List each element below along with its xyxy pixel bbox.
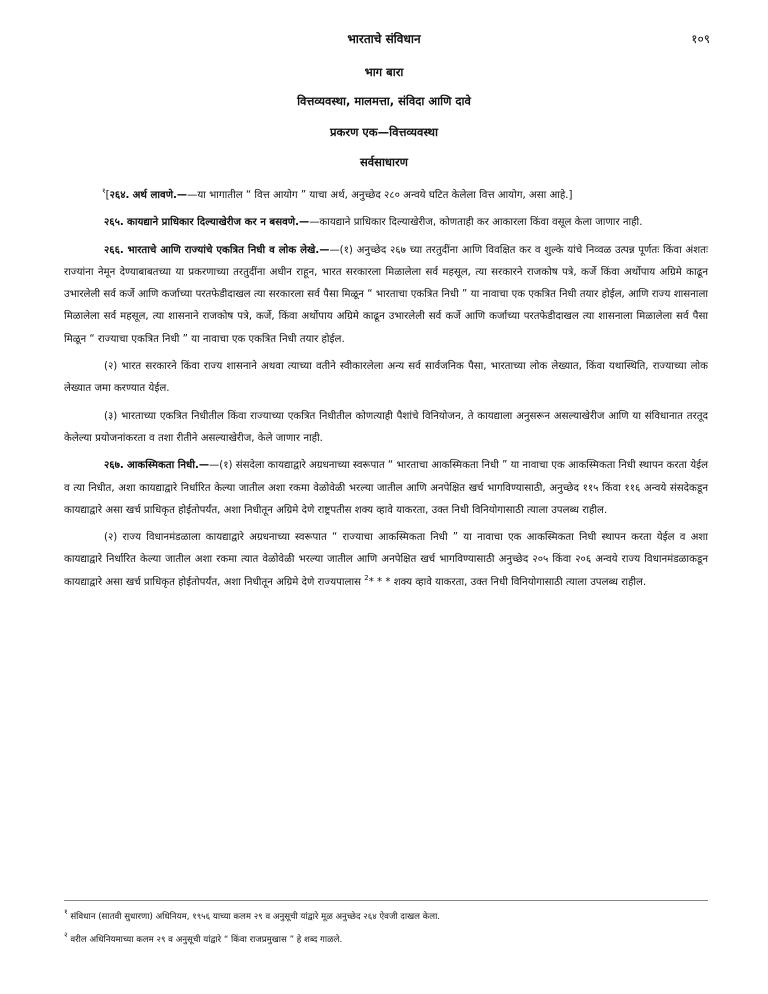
page-number: १०९	[691, 32, 710, 46]
bracket-open: [	[105, 190, 110, 201]
article-266	[64, 240, 708, 351]
footnote	[64, 906, 714, 929]
article-number: २६६.	[104, 244, 124, 256]
body-text	[64, 185, 708, 599]
article-heading: कायद्याने प्राधिकार दिल्याखेरीज कर न बसवणे.—	[127, 217, 310, 229]
article-text: —(१) अनुच्छेद २६७ च्या तरतुदींना आणि विवक्षित कर व शुल्के यांचे निव्वळ उत्पन्न पूर्णतः किंवा अंशतः राज्यांना नेमून देण्याबाबतच्या या प्रकरणाच्या तरतुदींना अधीन राहून, भारत सरकारला मिळालेला सर्व महसूल, त्या सरकारने राजकोष पत्रे, कर्जे किंवा अर्थोपाय अग्रिमे काढून उभारलेली सर्व कर्जे आणि कर्जाच्या परतफेडीदाखल त्या सरकारला सर्व पैसा मिळून “ भारताचा एकत्रित निधी ” या नावाचा एक एकत्रित निधी तयार होईल, आणि राज्य शासनाला मिळालेला सर्व महसूल, त्या शासनाने राजकोष पत्रे, कर्जे, किंवा अर्थोपाय अग्रिमे काढून उभारलेली सर्व कर्जे आणि कर्जाच्या परतफेडीदाखल त्या शासनाला मिळालेला सर्व पैसा मिळून “ राज्याचा एकत्रित निधी ” या नावाचा एक एकत्रित निधी तयार होईल.	[64, 244, 708, 345]
article-number: २६५.	[104, 217, 124, 229]
article-number: २६४.	[109, 190, 130, 201]
clause-text: (२) भारत सरकारने किंवा राज्य शासनाने अथवा त्याच्या वतीने स्वीकारलेला अन्य सर्व सार्वजनिक पैसा, भारताच्या लोक लेख्यात, किंवा यथास्थिति, राज्याच्या लोक लेख्यात जमा करण्यात येईल.	[64, 361, 708, 395]
footnote-text: संविधान (सातवी सुधारणा) अधिनियम, १९५६ याच्या कलम २९ व अनुसूची यांद्वारे मूळ अनुच्छेद २६४ ऐवजी दाखल केला.	[67, 912, 441, 922]
article-265	[64, 212, 708, 234]
article-text: —या भागातील “ वित्त आयोग ” याचा अर्थ, अनुच्छेद २८० अन्वये घटित केलेला वित्त आयोग, असा आहे.]	[187, 190, 573, 201]
chapter-heading: प्रकरण एक—वित्तव्यवस्था	[330, 125, 438, 139]
section-heading-general: सर्वसाधारण	[360, 155, 408, 169]
article-heading: अर्थ लावणे.—	[132, 190, 188, 201]
footnote-marker: १	[102, 187, 106, 195]
article-264	[64, 185, 708, 207]
footnote-divider	[64, 900, 708, 901]
clause-text: (३) भारताच्या एकत्रित निधीतील किंवा राज्याच्या एकत्रित निधीतील कोणत्याही पैशांचे विनियोजन, ते कायद्याला अनुसरून असल्याखेरीज आणि या संविधानात तरतूद केलेल्या प्रयोजनांकरता व तशा रीतीने असल्याखेरीज, केले जाणार नाही.	[64, 410, 708, 444]
footnote	[64, 929, 714, 952]
article-heading: आकस्मिकता निधी.—	[127, 460, 210, 472]
part-title: वित्तव्यवस्था, मालमत्ता, संविदा आणि दावे	[297, 94, 471, 108]
article-heading: भारताचे आणि राज्यांचे एकत्रित निधी व लोक लेखे.—	[127, 244, 330, 256]
article-266-clause-2	[64, 356, 708, 401]
clause-text: (२) राज्य विधानमंडळाला कायद्याद्वारे अग्रधनाच्या स्वरूपात “ राज्याचा आकस्मिकता निधी ” या नावाचा एक आकस्मिकता निधी स्थापन करता येईल व अशा कायद्याद्वारे निर्धारित केल्या जातील अशा रकमा त्यात वेळोवेळी भरल्या जातील आणि अनपेक्षित खर्च भागविण्यासाठी अनुच्छेद २०५ किंवा २०६ अन्वये राज्य विधानमंडळाकडून कायद्याद्वारे असा खर्च प्राधिकृत होईतोपर्यंत, अशा निधीतून अग्रिमे देणे राज्यपालास	[64, 532, 708, 588]
article-267-clause-2	[64, 527, 708, 594]
article-text: —(१) संसदेला कायद्याद्वारे अग्रधनाच्या स्वरूपात “ भारताचा आकस्मिकता निधी ” या नावाचा एक आकस्मिकता निधी स्थापन करता येईल व त्या निधीत, अशा कायद्याद्वारे निर्धारित केल्या जातील अशा रकमा वेळोवेळी भरल्या जातील आणि अनपेक्षित खर्च भागविण्यासाठी, अनुच्छेद ११५ किंवा ११६ अन्वये संसदेकडून कायद्याद्वारे असा खर्च प्राधिकृत होईतोपर्यंत, अशा निधीतून अग्रिमे देणे राष्ट्रपतीस शक्य व्हावे याकरता, उक्त निधी विनियोगासाठी त्याला उपलब्ध राहील.	[64, 460, 709, 516]
footnote-marker: १	[64, 908, 68, 916]
article-number: २६७.	[104, 460, 124, 472]
article-267	[64, 455, 708, 522]
footnote-marker: २	[64, 931, 68, 939]
running-title: भारताचे संविधान	[347, 32, 421, 46]
article-266-clause-3	[64, 406, 708, 451]
footnotes	[64, 906, 714, 952]
footnote-marker: 2	[364, 573, 369, 582]
part-heading: भाग बारा	[364, 65, 404, 79]
article-text: —कायद्याने प्राधिकार दिल्याखेरीज, कोणताही कर आकारला किंवा वसूल केला जाणार नाही.	[309, 217, 643, 229]
footnote-text: वरील अधिनियमाच्या कलम २९ व अनुसूची यांद्वारे “ किंवा राजप्रमुखास ” हे शब्द गाळले.	[67, 935, 343, 945]
clause-text-continued: * * * शक्य व्हावे याकरता, उक्त निधी विनियोगासाठी त्याला उपलब्ध राहील.	[368, 576, 647, 588]
